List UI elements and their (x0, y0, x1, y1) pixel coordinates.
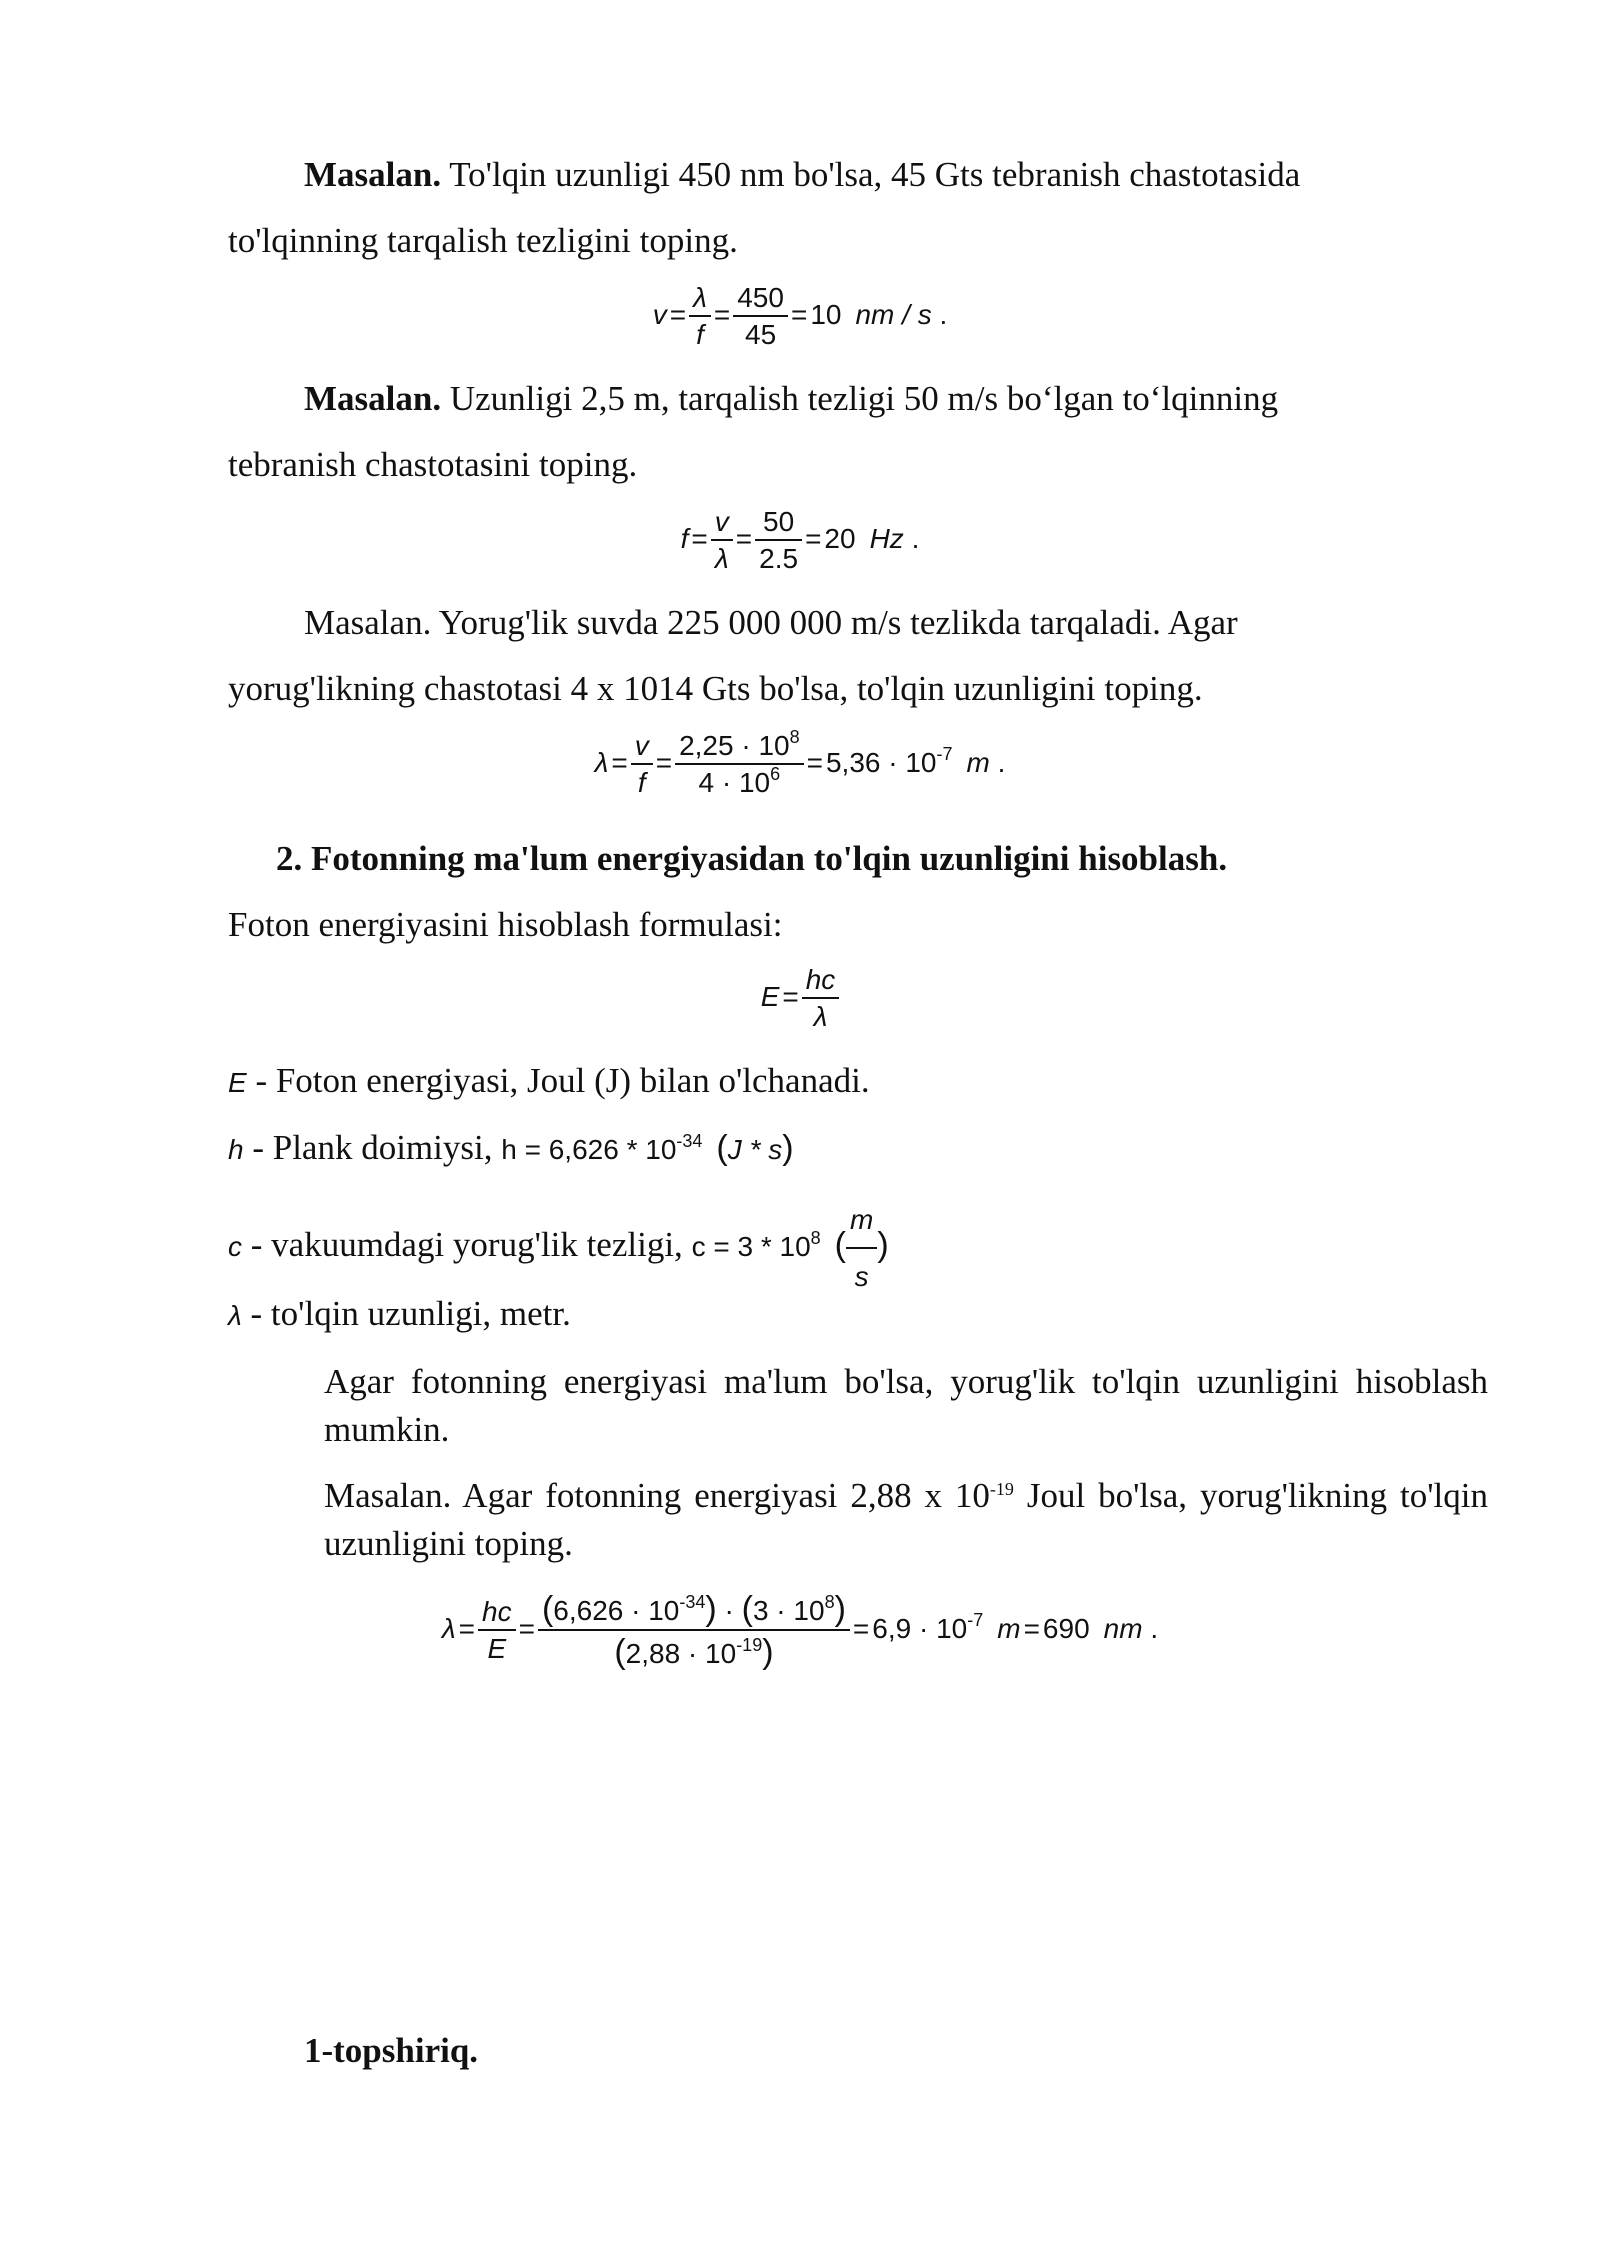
definition-h: h - Plank doimiysi, $h = 6,626 * 10^{-34}$ (J * s) (228, 1128, 794, 1167)
formula-wavelength-from-energy: λ = $\frac{hc}{E}$ = $\frac{(6,626 \cdot 10^{-34}) \cdot (3 \cdot 10^8)}{(2,88 \cdot 10^{-19})}$ = $6,9 \cdot 10^{-7}$ m = 690 nm . (441, 1590, 1159, 1671)
definition-E: E - Foton energiyasi, Joul (J) bilan o'lchanadi. (228, 1061, 870, 1100)
definition-lambda: λ - to'lqin uzunligi, metr. (228, 1294, 571, 1333)
formula-photon-energy: E = $\frac{hc}{\lambda}$ (0, 966, 1600, 1031)
formula-wavelength: λ = $\frac{v}{f}$ = $\frac{2,25 \cdot 10^8}{4 \cdot 10^6}$ = $5,36 \cdot 10^{-7}$ m . (594, 727, 1006, 798)
example-2-text: Masalan. Uzunligi 2,5 m, tarqalish tezligi 50 m/s bo‘lgan to‘lqinning tebranish chastotasini toping. (228, 379, 1279, 484)
example-label: Masalan. (304, 379, 442, 418)
task-heading: 1-topshiriq. (304, 2031, 479, 2070)
section-intro: Foton energiyasini hisoblash formulasi: (228, 905, 783, 944)
paragraph-wavelength: Agar fotonning energiyasi ma'lum bo'lsa, yorug'lik to'lqin uzunligini hisoblash mumkin. (324, 1362, 1488, 1449)
definition-c: c - vakuumdagi yorug'lik tezligi, $c = 3 * 10^8$ ( $\frac{m}{s}$ ) (228, 1196, 889, 1301)
example-4-text: Masalan. Agar fotonning energiyasi 2,88 x $10^{-19}$ Joul bo'lsa, yorug'likning to'lqin uzunligini toping. (324, 1476, 1488, 1563)
example-label: Masalan. (304, 155, 442, 194)
formula-frequency: f = $\frac{v}{\lambda}$ = $\frac{50}{2.5}$ = 20 Hz . (680, 506, 920, 574)
section-heading: 2. Fotonning ma'lum energiyasidan to'lqin uzunligini hisoblash. Foton energiyasini hisoblash formulasi: (228, 826, 1488, 958)
example-1-text: Masalan. To'lqin uzunligi 450 nm bo'lsa, 45 Gts tebranish chastotasida to'lqinning tarqalish tezligini toping. (228, 155, 1301, 260)
example-3-text: Masalan. Yorug'lik suvda 225 000 000 m/s tezlikda tarqaladi. Agar yorug'likning chastotasi 4 x 1014 Gts bo'lsa, to'lqin uzunligini toping. (228, 603, 1238, 708)
formula-wave-speed: v = $\frac{\lambda}{f}$ = $\frac{450}{45}$ = 10 nm / s . (652, 282, 948, 350)
